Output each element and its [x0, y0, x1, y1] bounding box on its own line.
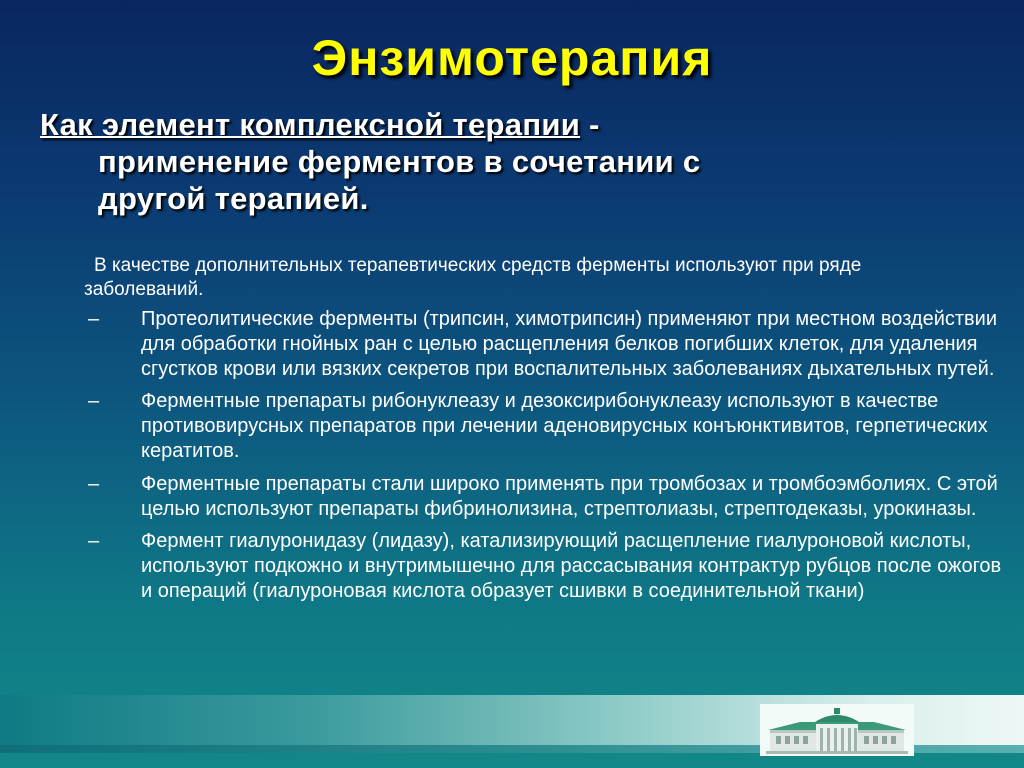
- bullet-dash: –: [88, 308, 100, 330]
- subtitle-dash: -: [580, 107, 600, 142]
- bullet-item: [0, 472, 1024, 522]
- bullet-item: [0, 529, 1024, 603]
- bullet-dash: –: [88, 390, 100, 413]
- bullet-text: Протеолитические ферменты (трипсин, химотрипсин) применяют при местном воздействии для обработки гнойных ран с целью расщепления белков погибших клеток, для удаления сгустков крови или вязких секретов при воспалительных заболеваниях дыхательных путей.: [141, 308, 998, 380]
- bullet-list: [0, 307, 1024, 612]
- bullet-item: [0, 389, 1024, 463]
- intro-paragraph: В качестве дополнительных терапевтических средств ферменты используют при ряде заболеваний.: [84, 255, 862, 300]
- bullet-text: Ферментные препараты стали широко применять при тромбозах и тромбоэмболиях. С этой целью используют препараты фибринолизина, стрептолиазы, стрептодеказы, урокиназы.: [141, 472, 998, 520]
- bullet-text: Ферментные препараты рибонуклеазу и дезоксирибонуклеазу используют в качестве противовирусных препаратов при лечении аденовирусных конъюнктивитов, герпетических кератитов.: [141, 390, 988, 462]
- subtitle-line-2: применение ферментов в сочетании с: [98, 144, 701, 179]
- subtitle-underlined-text: Как элемент комплексной терапии: [40, 107, 581, 142]
- bullet-dash: –: [88, 472, 100, 495]
- slide-subtitle: [40, 106, 940, 217]
- bullet-dash: –: [88, 530, 100, 553]
- bullet-text: Фермент гиалуронидазу (лидазу), катализирующий расщепление гиалуроновой кислоты, используют подкожно и внутримышечно для рассасывания контрактур рубцов после ожогов и операций (гиалуроновая кислота образует сшивки в соединительной ткани): [141, 530, 1002, 602]
- slide-title: Энзимотерапия: [311, 30, 713, 86]
- bullet-item: [0, 307, 1024, 381]
- building-illustration-icon: [760, 704, 914, 756]
- subtitle-line-3: другой терапией.: [98, 181, 369, 216]
